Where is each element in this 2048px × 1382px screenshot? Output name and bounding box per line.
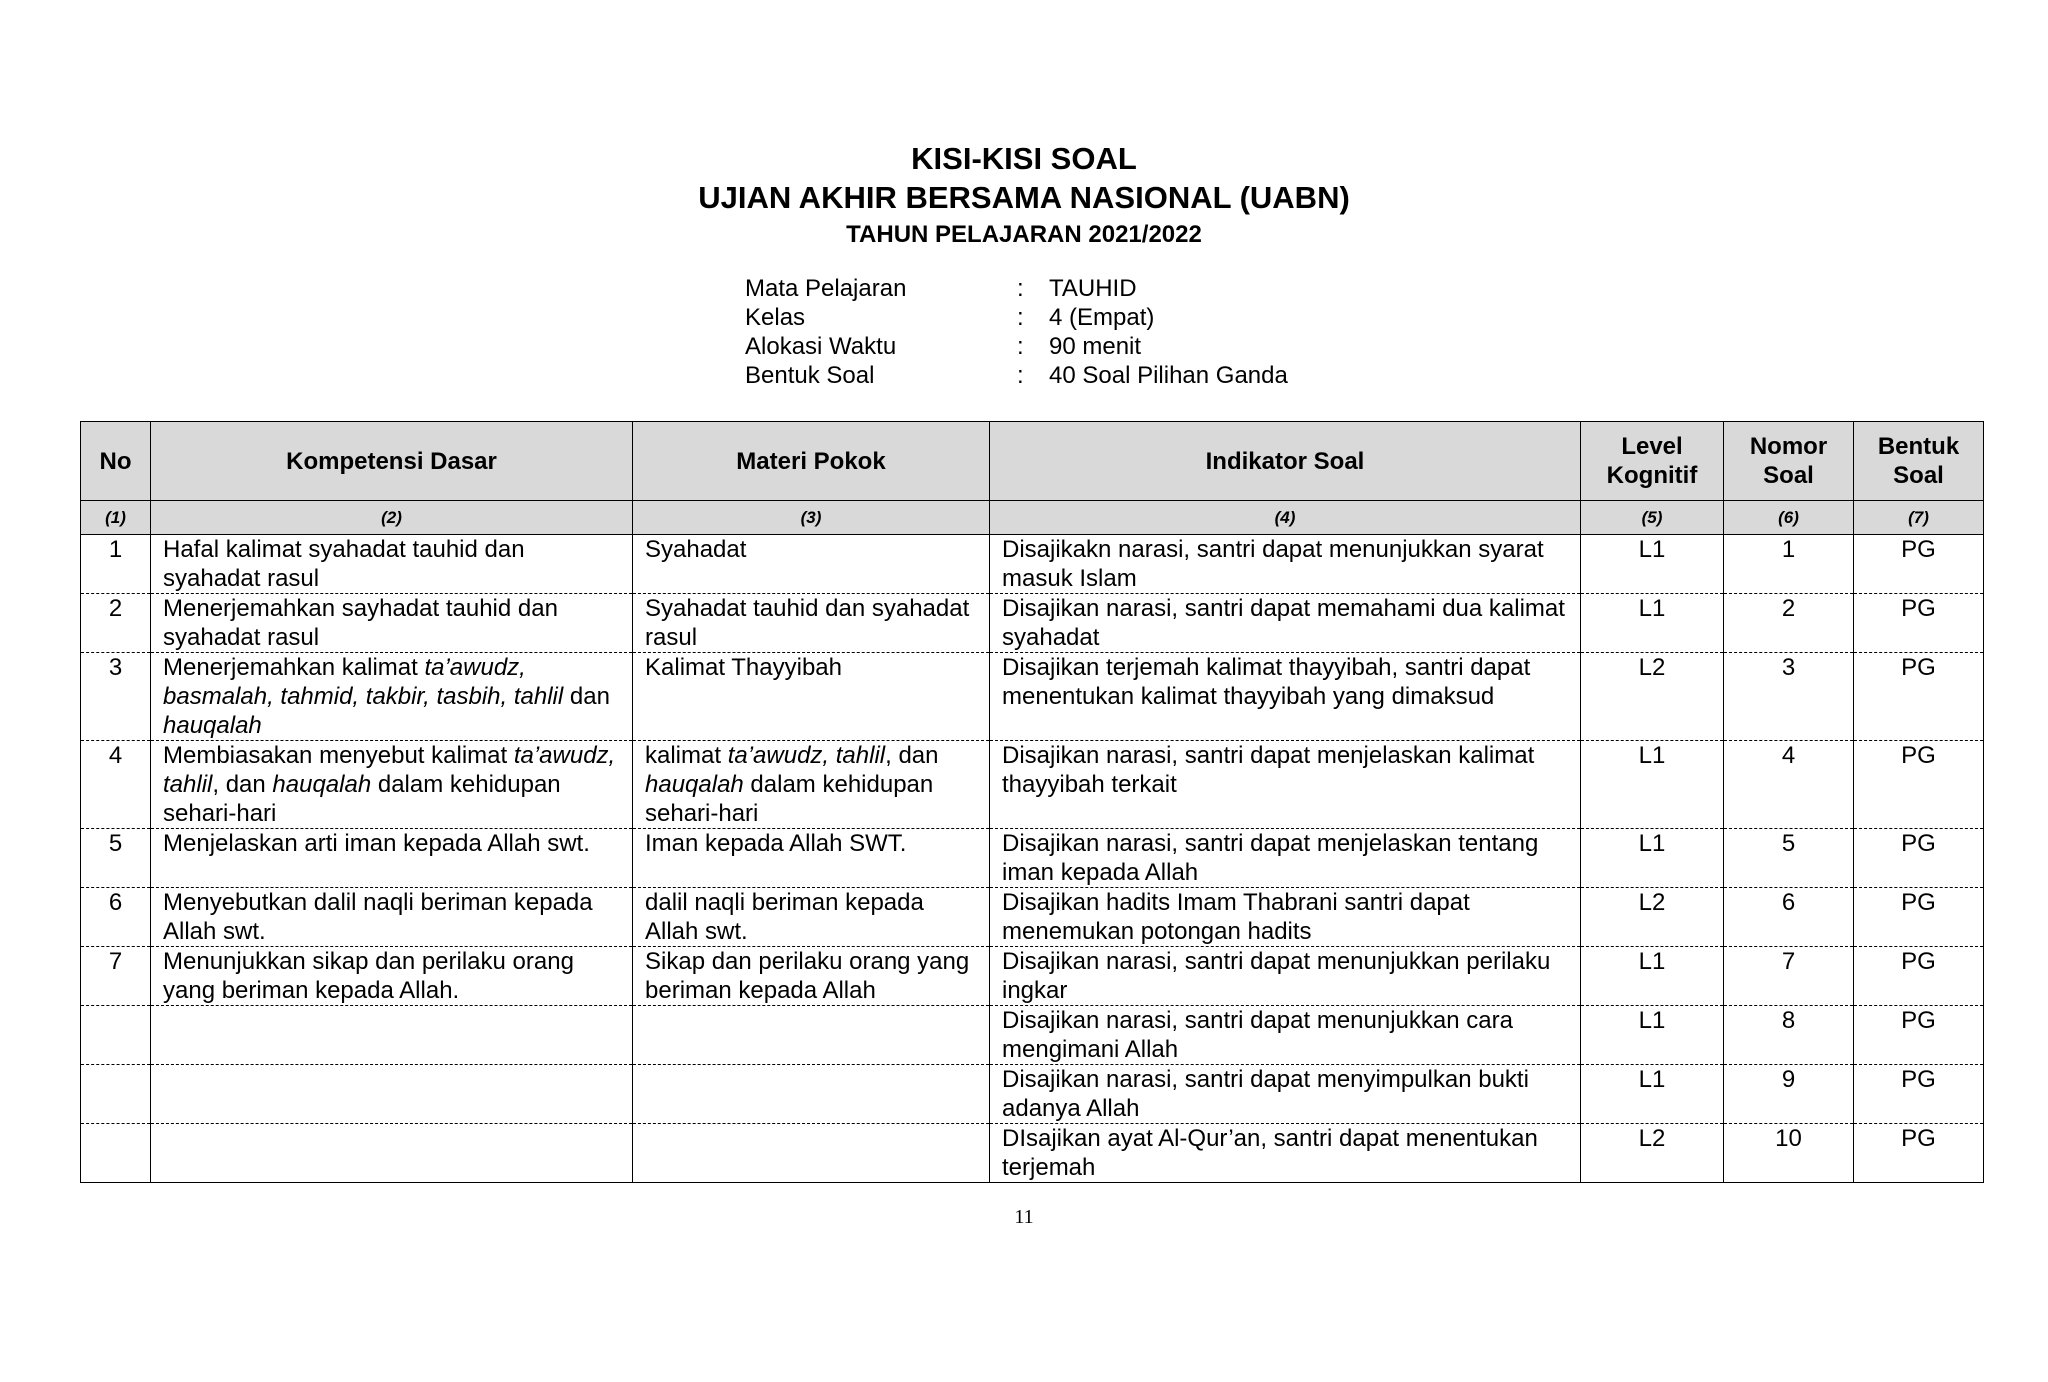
indikator-soal-text: Disajikan narasi, santri dapat menunjukkan perilaku ingkar [1002,948,1551,1004]
nomor-soal-text: 10 [1775,1125,1802,1152]
kompetensi-dasar-text: Hafal kalimat syahadat tauhid dan syahadat rasul [163,536,525,592]
level-kognitif-text: L1 [1638,948,1666,975]
cell-level-kognitif [1581,1065,1724,1124]
bentuk-soal-text: PG [1901,595,1936,622]
nomor-soal-text: 2 [1781,595,1796,622]
cell-indikator-soal [990,653,1581,741]
nomor-soal-text: 8 [1781,1007,1796,1034]
cell-indikator-soal [990,888,1581,947]
column-number: (5) [1581,501,1724,535]
header-level-line2: Kognitif [1606,462,1698,489]
cell-indikator-soal [990,1124,1581,1183]
bentuk-soal-text: PG [1901,742,1936,769]
kompetensi-dasar-text: Menjelaskan arti iman kepada Allah swt. [163,830,590,857]
level-kognitif-text: L2 [1638,654,1666,681]
cell-nomor-soal [1724,829,1854,888]
bentuk-soal-text: PG [1901,889,1936,916]
kompetensi-dasar-text: Membiasakan menyebut kalimat [163,742,514,769]
cell-level-kognitif [1581,829,1724,888]
cell-no [81,947,151,1006]
cell-no [81,535,151,594]
materi-pokok-text: hauqalah [645,771,744,798]
cell-indikator-soal [990,829,1581,888]
kompetensi-dasar-text: ta’awudz, basmalah, tahmid, takbir, tasbih, tahlil [163,654,564,710]
level-kognitif-text: L1 [1638,595,1666,622]
cell-indikator-soal [990,1006,1581,1065]
kompetensi-dasar-text: hauqalah [163,712,262,739]
header-no: No [81,422,151,501]
cell-materi-pokok [633,594,990,653]
cell-kompetensi-dasar [151,1065,633,1124]
indikator-soal-text: Disajikan hadits Imam Thabrani santri dapat menemukan potongan hadits [1002,889,1470,945]
cell-bentuk-soal [1854,947,1984,1006]
level-kognitif-text: L2 [1638,1125,1666,1152]
cell-indikator-soal [990,535,1581,594]
nomor-soal-text: 4 [1781,742,1796,769]
cell-nomor-soal [1724,535,1854,594]
materi-pokok-text: Iman kepada Allah SWT. [645,830,907,857]
bentuk-soal-text: PG [1901,830,1936,857]
table-row [81,653,1984,741]
table-row [81,947,1984,1006]
cell-bentuk-soal [1854,535,1984,594]
nomor-soal-text: 5 [1781,830,1796,857]
row-number: 6 [108,889,123,916]
cell-level-kognitif [1581,888,1724,947]
exam-info-value: 4 (Empat) [1049,304,1155,331]
kompetensi-dasar-text: ta’awudz, tahlil [163,742,616,798]
header-indikator-soal: Indikator Soal [990,422,1581,501]
materi-pokok-text: ta’awudz, tahlil [727,742,886,769]
question-grid-table [80,421,1984,1183]
column-number: (6) [1724,501,1854,535]
cell-level-kognitif [1581,947,1724,1006]
level-kognitif-text: L1 [1638,742,1666,769]
cell-level-kognitif [1581,535,1724,594]
cell-nomor-soal [1724,741,1854,829]
cell-materi-pokok [633,829,990,888]
header-level-kognitif [1581,422,1724,501]
academic-year: TAHUN PELAJARAN 2021/2022 [846,220,1202,248]
materi-pokok-text: , dan [885,742,939,769]
cell-indikator-soal [990,947,1581,1006]
exam-info-row [745,361,1288,390]
cell-level-kognitif [1581,1124,1724,1183]
kompetensi-dasar-text: dalam kehidupan sehari-hari [163,771,561,827]
table-body [81,535,1984,1183]
table-header-row [81,422,1984,501]
cell-materi-pokok [633,1065,990,1124]
cell-kompetensi-dasar [151,1006,633,1065]
kompetensi-dasar-text: hauqalah [272,771,372,798]
nomor-soal-text: 9 [1781,1066,1796,1093]
cell-no [81,1065,151,1124]
row-number: 3 [108,654,123,681]
header-bentuk-line2: Soal [1893,462,1944,489]
cell-bentuk-soal [1854,829,1984,888]
nomor-soal-text: 1 [1781,536,1796,563]
column-number-row [81,501,1984,535]
cell-nomor-soal [1724,1065,1854,1124]
row-number: 2 [108,595,123,622]
header-nomor-line2: Soal [1763,462,1814,489]
cell-nomor-soal [1724,1006,1854,1065]
header-level-line1: Level [1621,433,1683,460]
materi-pokok-text: Syahadat tauhid dan syahadat rasul [645,595,970,651]
cell-materi-pokok [633,947,990,1006]
exam-info-row [745,332,1288,361]
header-materi-pokok: Materi Pokok [633,422,990,501]
table-row [81,888,1984,947]
exam-info-value: 40 Soal Pilihan Ganda [1049,362,1288,389]
column-number: (4) [990,501,1581,535]
bentuk-soal-text: PG [1901,1066,1936,1093]
row-number: 5 [108,830,123,857]
exam-info-row [745,274,1288,303]
column-number: (3) [633,501,990,535]
cell-nomor-soal [1724,594,1854,653]
exam-info-label: Mata Pelajaran [745,275,907,302]
exam-info-row [745,303,1288,332]
indikator-soal-text: Disajikan narasi, santri dapat menjelaskan tentang iman kepada Allah [1002,830,1539,886]
exam-info-value: TAUHID [1049,275,1137,302]
cell-bentuk-soal [1854,594,1984,653]
document-title-block [0,140,2048,250]
cell-no [81,653,151,741]
cell-no [81,594,151,653]
cell-kompetensi-dasar [151,653,633,741]
table-row [81,594,1984,653]
cell-level-kognitif [1581,741,1724,829]
exam-info-colon: : [1017,275,1024,302]
nomor-soal-text: 7 [1781,948,1796,975]
indikator-soal-text: Disajikan narasi, santri dapat memahami dua kalimat syahadat [1002,595,1565,651]
header-bentuk-soal [1854,422,1984,501]
bentuk-soal-text: PG [1901,1125,1936,1152]
column-number: (1) [81,501,151,535]
bentuk-soal-text: PG [1901,948,1936,975]
cell-bentuk-soal [1854,741,1984,829]
exam-info-colon: : [1017,304,1024,331]
table-row [81,1124,1984,1183]
header-nomor-line1: Nomor [1749,433,1828,460]
header-nomor-soal [1724,422,1854,501]
cell-kompetensi-dasar [151,594,633,653]
cell-kompetensi-dasar [151,741,633,829]
document-title: KISI-KISI SOAL [911,141,1137,176]
indikator-soal-text: Disajikan narasi, santri dapat menunjukkan cara mengimani Allah [1002,1007,1513,1063]
table-row [81,829,1984,888]
exam-info [745,274,1288,390]
kompetensi-dasar-text: Menyebutkan dalil naqli beriman kepada Allah swt. [163,889,593,945]
level-kognitif-text: L1 [1638,1066,1666,1093]
exam-info-label: Alokasi Waktu [745,333,897,360]
cell-kompetensi-dasar [151,535,633,594]
level-kognitif-text: L1 [1638,1007,1666,1034]
column-number: (7) [1854,501,1984,535]
materi-pokok-text: dalil naqli beriman kepada Allah swt. [645,889,924,945]
bentuk-soal-text: PG [1901,1007,1936,1034]
cell-no [81,1006,151,1065]
indikator-soal-text: Disajikakn narasi, santri dapat menunjukkan syarat masuk Islam [1002,536,1544,592]
materi-pokok-text: Syahadat [645,536,747,563]
row-number: 1 [108,536,123,563]
table-row [81,741,1984,829]
indikator-soal-text: Disajikan narasi, santri dapat menyimpulkan bukti adanya Allah [1002,1066,1529,1122]
indikator-soal-text: DIsajikan ayat Al-Qur’an, santri dapat menentukan terjemah [1002,1125,1538,1181]
exam-info-colon: : [1017,333,1024,360]
cell-materi-pokok [633,535,990,594]
nomor-soal-text: 3 [1781,654,1796,681]
table-row [81,535,1984,594]
kompetensi-dasar-text: , dan [212,771,273,798]
exam-info-label: Kelas [745,304,806,331]
cell-materi-pokok [633,888,990,947]
cell-kompetensi-dasar [151,1124,633,1183]
cell-materi-pokok [633,653,990,741]
materi-pokok-text: Sikap dan perilaku orang yang beriman kepada Allah [645,948,970,1004]
exam-info-label: Bentuk Soal [745,362,875,389]
cell-no [81,1124,151,1183]
cell-materi-pokok [633,1124,990,1183]
kompetensi-dasar-text: Menerjemahkan kalimat [163,654,425,681]
exam-name: UJIAN AKHIR BERSAMA NASIONAL (UABN) [698,179,1350,215]
level-kognitif-text: L2 [1638,889,1666,916]
materi-pokok-text: dalam kehidupan sehari-hari [645,771,934,827]
cell-nomor-soal [1724,653,1854,741]
cell-bentuk-soal [1854,1124,1984,1183]
cell-bentuk-soal [1854,1065,1984,1124]
cell-nomor-soal [1724,1124,1854,1183]
row-number: 4 [108,742,123,769]
nomor-soal-text: 6 [1781,889,1796,916]
cell-indikator-soal [990,741,1581,829]
header-kompetensi-dasar: Kompetensi Dasar [151,422,633,501]
bentuk-soal-text: PG [1901,654,1936,681]
cell-bentuk-soal [1854,888,1984,947]
header-bentuk-line1: Bentuk [1877,433,1960,460]
cell-no [81,741,151,829]
cell-level-kognitif [1581,653,1724,741]
cell-kompetensi-dasar [151,947,633,1006]
exam-info-value: 90 menit [1049,333,1142,360]
cell-kompetensi-dasar [151,888,633,947]
cell-no [81,888,151,947]
bentuk-soal-text: PG [1901,536,1936,563]
materi-pokok-text: Kalimat Thayyibah [645,654,842,681]
cell-nomor-soal [1724,888,1854,947]
cell-bentuk-soal [1854,1006,1984,1065]
kompetensi-dasar-text: dan [563,683,610,710]
table-row [81,1006,1984,1065]
table-row [81,1065,1984,1124]
cell-materi-pokok [633,1006,990,1065]
cell-materi-pokok [633,741,990,829]
cell-indikator-soal [990,1065,1581,1124]
level-kognitif-text: L1 [1638,830,1666,857]
indikator-soal-text: Disajikan narasi, santri dapat menjelaskan kalimat thayyibah terkait [1002,742,1535,798]
materi-pokok-text: kalimat [645,742,728,769]
cell-nomor-soal [1724,947,1854,1006]
page-number: 11 [1014,1206,1034,1228]
cell-level-kognitif [1581,1006,1724,1065]
cell-indikator-soal [990,594,1581,653]
row-number: 7 [108,948,123,975]
indikator-soal-text: Disajikan terjemah kalimat thayyibah, santri dapat menentukan kalimat thayyibah yang dimaksud [1002,654,1531,710]
column-number: (2) [151,501,633,535]
cell-kompetensi-dasar [151,829,633,888]
cell-level-kognitif [1581,594,1724,653]
exam-info-colon: : [1017,362,1024,389]
kompetensi-dasar-text: Menerjemahkan sayhadat tauhid dan syahadat rasul [163,595,558,651]
cell-no [81,829,151,888]
cell-bentuk-soal [1854,653,1984,741]
kompetensi-dasar-text: Menunjukkan sikap dan perilaku orang yang beriman kepada Allah. [163,948,574,1004]
level-kognitif-text: L1 [1638,536,1666,563]
